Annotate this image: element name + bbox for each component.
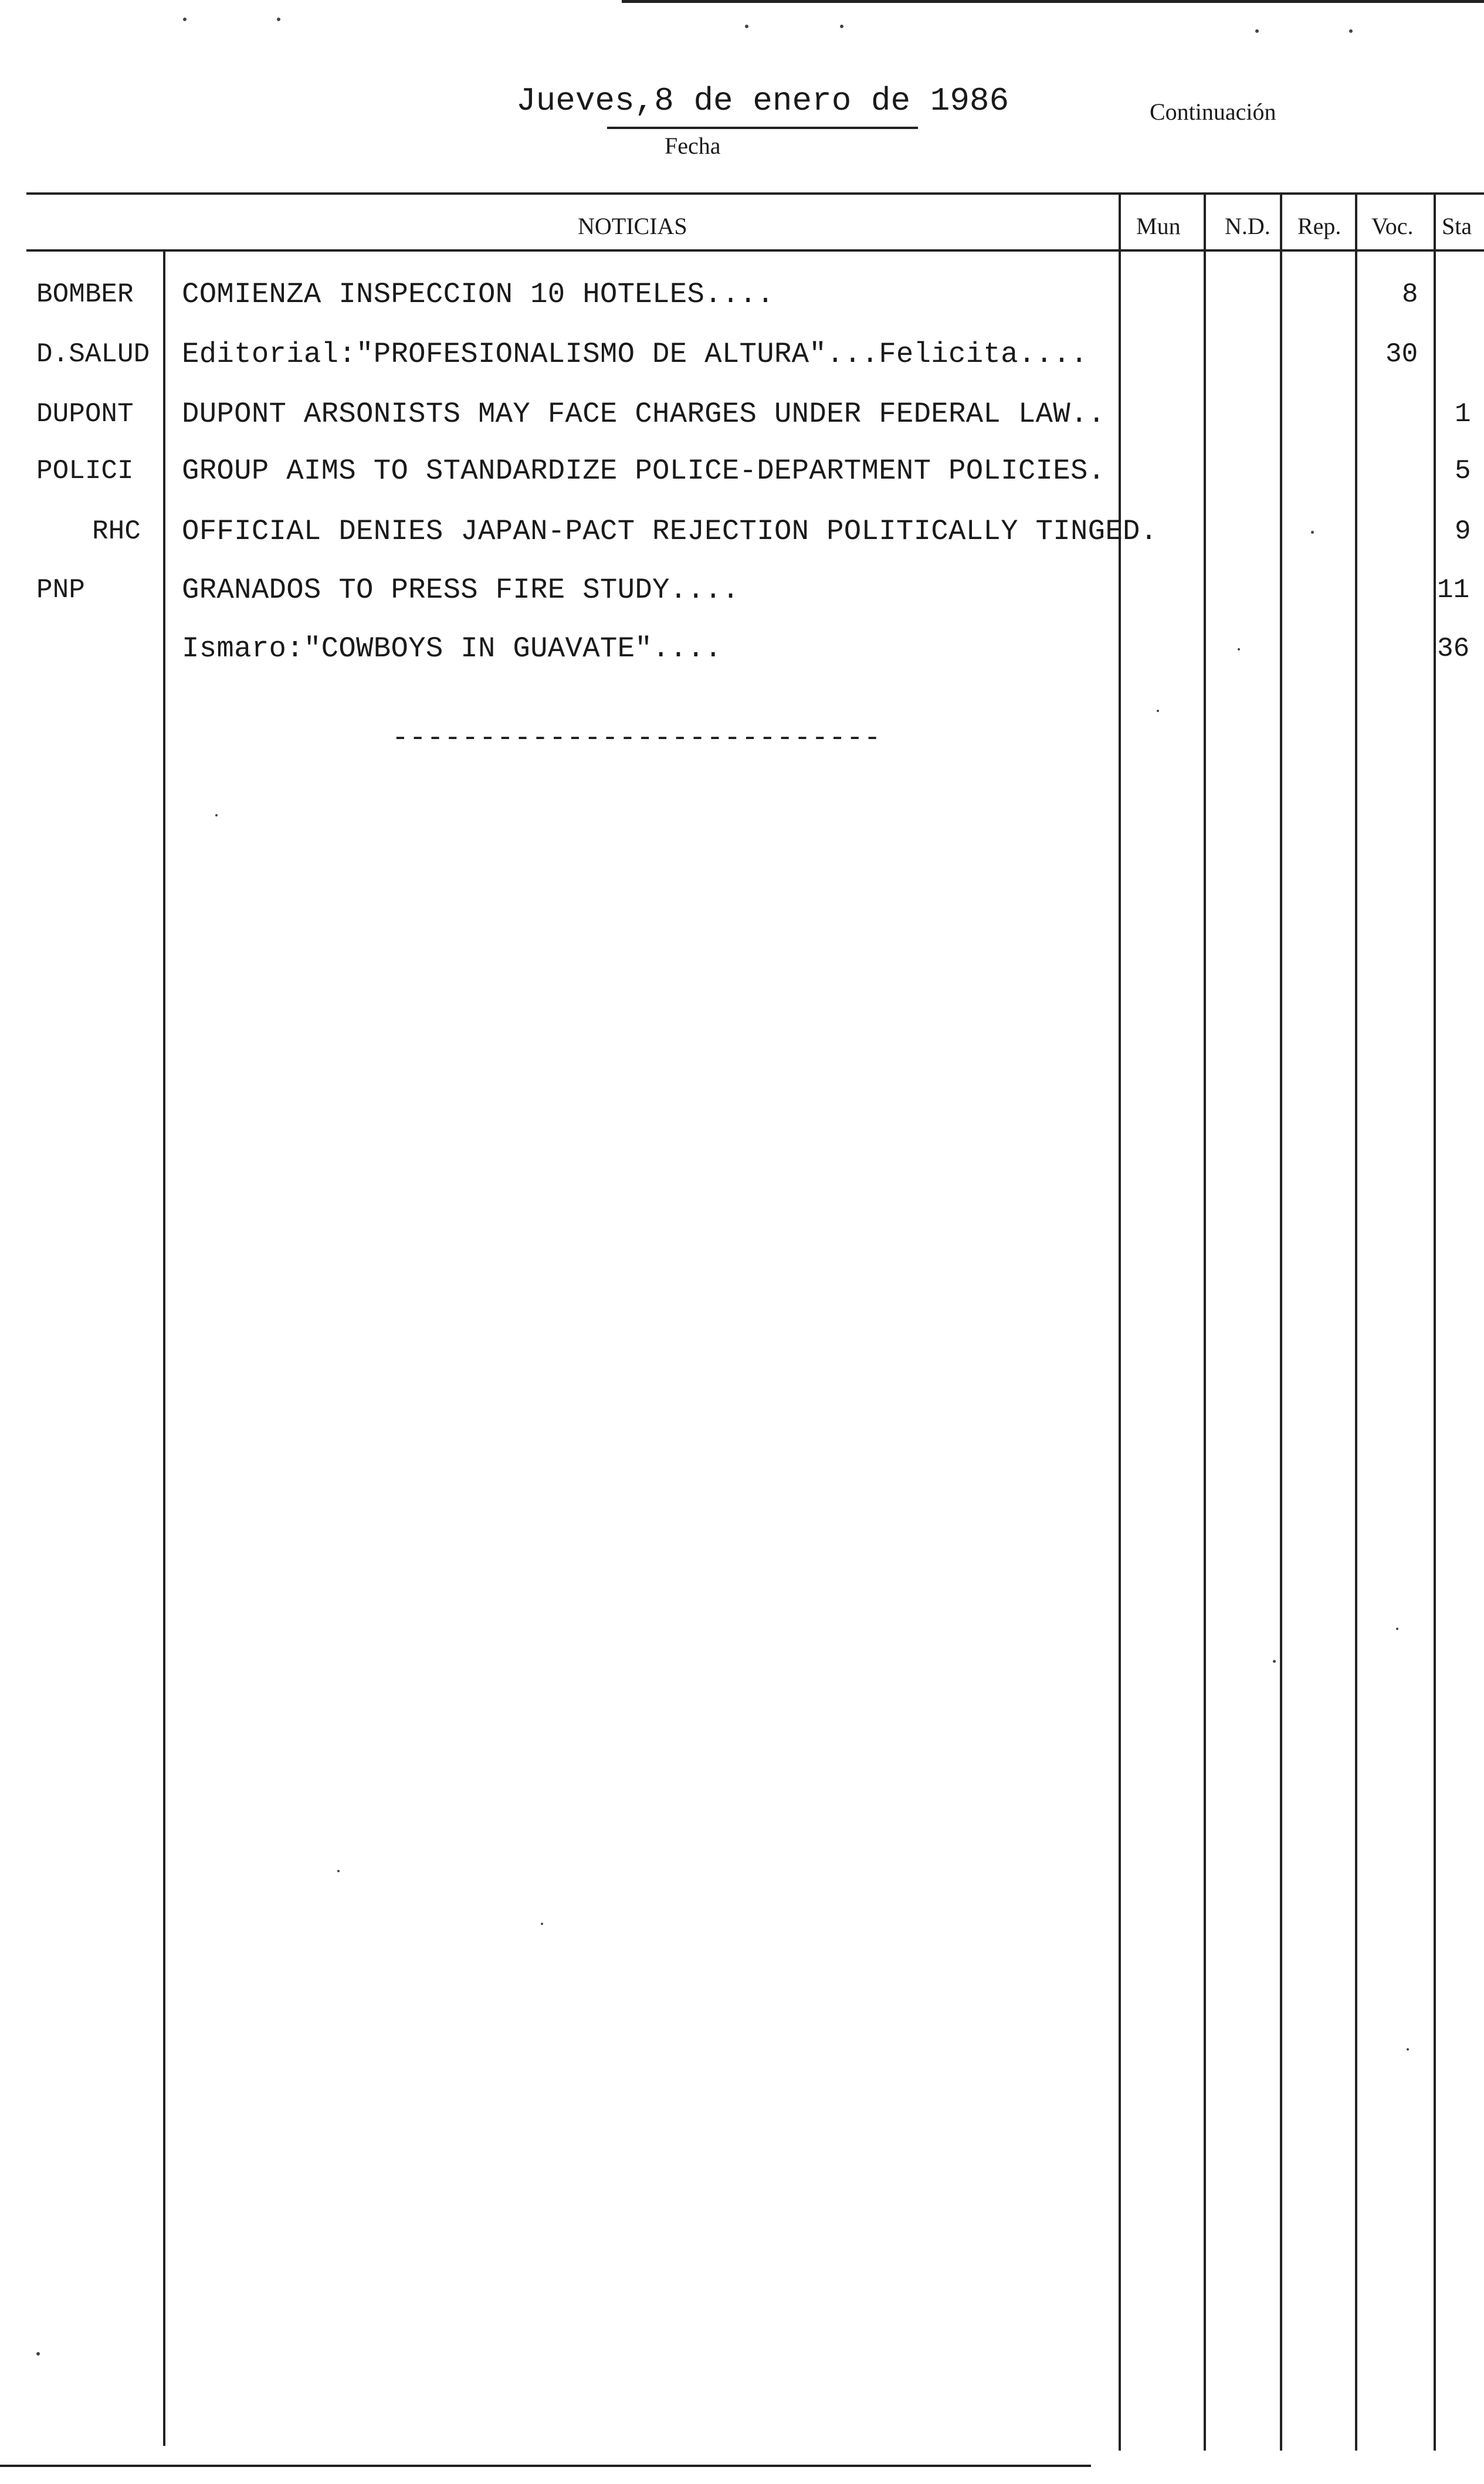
row-headline: Editorial:"PROFESIONALISMO DE ALTURA"...Felicita.... [182,338,1088,371]
row-voc-value: 8 [1402,279,1418,310]
scan-speck [183,18,187,21]
scan-speck [277,18,280,21]
col-divider-sta [1434,192,1436,2451]
row-sta-value: 1 [1455,399,1471,429]
scan-speck [1396,1628,1398,1630]
row-headline: DUPONT ARSONISTS MAY FACE CHARGES UNDER FEDERAL LAW.. [182,398,1106,431]
scan-speck [745,25,748,28]
col-divider-noticias [163,249,165,2446]
scan-speck [1157,710,1159,712]
row-headline: COMIENZA INSPECCION 10 HOTELES.... [182,278,774,311]
date-text: Jueves,8 de enero de 1986 [516,82,1009,120]
header-voc: Voc. [1371,213,1414,239]
scan-speck [337,1870,340,1872]
row-category: RHC [92,516,141,547]
row-category: BOMBER [36,279,134,310]
col-divider-nd [1204,192,1206,2451]
row-headline: Ismaro:"COWBOYS IN GUAVATE".... [182,632,722,665]
row-category: POLICI [36,456,134,486]
scan-speck [840,25,843,28]
bottom-rule [0,2465,1091,2467]
col-divider-voc [1355,192,1357,2451]
scan-speck [215,814,218,816]
header-noticias: NOTICIAS [578,213,687,239]
row-headline: GRANADOS TO PRESS FIRE STUDY.... [182,574,740,606]
scan-speck [1349,29,1353,33]
table-top-rule [26,192,1484,195]
row-sta-value: 9 [1455,516,1471,547]
scan-speck [1255,29,1259,33]
row-category: D.SALUD [36,339,150,370]
scan-speck [1238,648,1240,650]
continuation-label: Continuación [1150,99,1276,125]
row-category: DUPONT [36,399,134,429]
row-headline: GROUP AIMS TO STANDARDIZE POLICE-DEPARTMENT POLICIES. [182,455,1106,487]
scan-speck [36,2352,40,2356]
header-mun: Mun [1136,213,1181,239]
row-category: PNP [36,575,85,605]
scan-speck [1311,531,1314,534]
row-headline: OFFICIAL DENIES JAPAN-PACT REJECTION POLITICALLY TINGED. [182,515,1158,548]
col-divider-rep [1280,192,1282,2451]
scan-speck [1273,1660,1276,1663]
header-nd: N.D. [1225,213,1270,239]
row-sta-value: 5 [1455,456,1471,486]
header-sta: Sta [1442,213,1472,239]
row-sta-value: 11 [1437,575,1470,605]
header-bottom-rule [26,249,1484,252]
top-edge-line [622,0,1484,3]
scan-speck [541,1923,543,1925]
scan-speck [1407,2048,1409,2051]
row-sta-value: 36 [1437,633,1470,664]
date-label: Fecha [665,133,721,159]
date-underline [607,127,918,129]
header-rep: Rep. [1297,213,1341,239]
end-separator: ---------------------------- [392,723,882,754]
row-voc-value: 30 [1385,339,1418,370]
